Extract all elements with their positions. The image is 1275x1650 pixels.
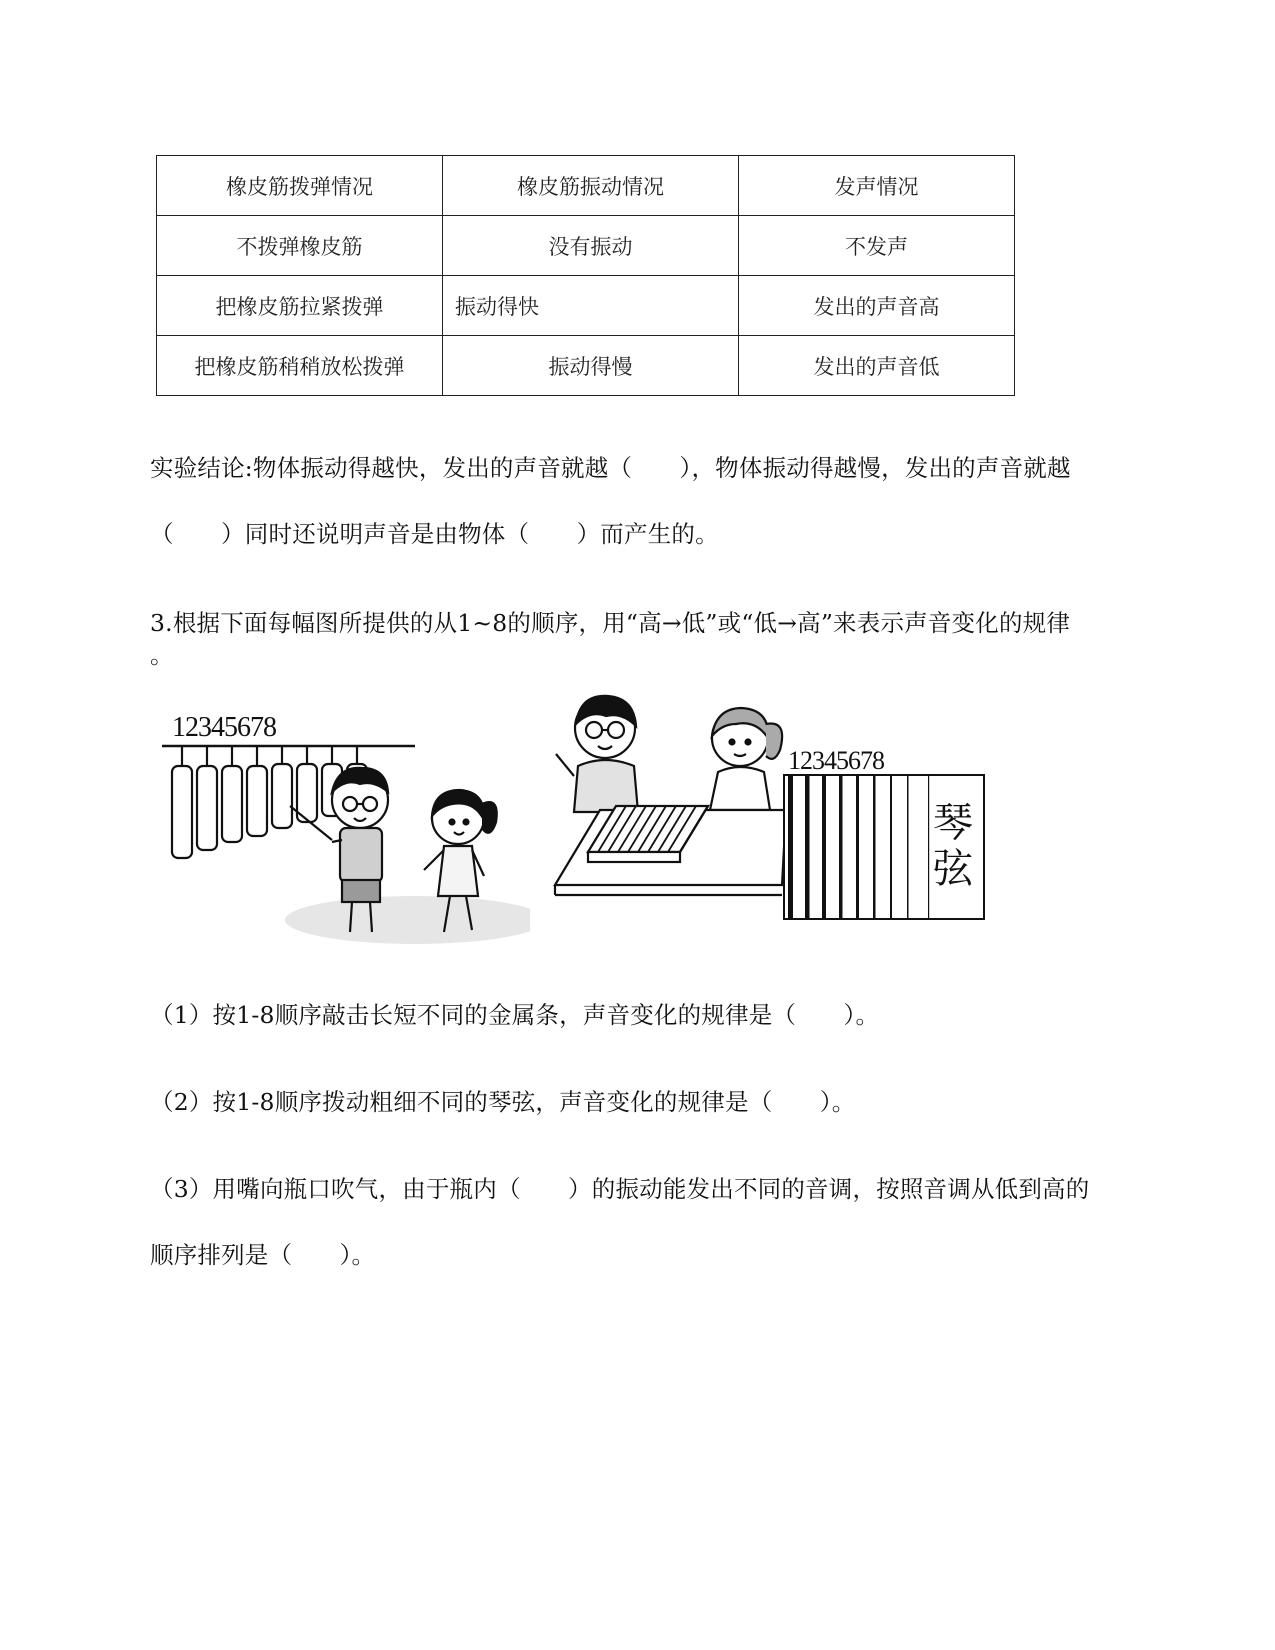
table-cell: 不发声	[739, 216, 1015, 276]
table-header-row	[157, 156, 1015, 216]
question-3-prompt: 3.根据下面每幅图所提供的从1~8的顺序，用“高→低”或“低→高”来表示声音变化的规律	[150, 609, 1071, 637]
table-cell: 发出的声音高	[739, 276, 1015, 336]
table-row	[157, 276, 1015, 336]
subquestion-3-line-2: 顺序排列是（ ）。	[150, 1241, 376, 1269]
subquestion-1: （1）按1-8顺序敲击长短不同的金属条，声音变化的规律是（ ）。	[150, 1001, 880, 1029]
table-header-cell: 橡皮筋振动情况	[443, 156, 739, 216]
table-cell: 不拨弹橡皮筋	[157, 216, 443, 276]
question-3-prompt-end: 。	[150, 641, 174, 669]
string-numbers: 12345678	[788, 746, 884, 775]
bar-numbers: 12345678	[172, 712, 276, 743]
conclusion-line-1: 实验结论:物体振动得越快，发出的声音就越（ ），物体振动得越慢，发出的声音就越	[150, 454, 1071, 482]
table-cell: 振动得慢	[443, 336, 739, 396]
table-row	[157, 216, 1015, 276]
zither-label	[933, 800, 973, 892]
zither-label-char-2: 弦	[933, 846, 973, 892]
metal-bars-illustration	[160, 700, 530, 960]
table-header-cell: 橡皮筋拨弹情况	[157, 156, 443, 216]
table-row	[157, 336, 1015, 396]
table-cell: 把橡皮筋拉紧拨弹	[157, 276, 443, 336]
subquestion-2: （2）按1-8顺序拨动粗细不同的琴弦，声音变化的规律是（ ）。	[150, 1088, 856, 1116]
subquestion-3-line-1: （3）用嘴向瓶口吹气，由于瓶内（ ）的振动能发出不同的音调，按照音调从低到高的	[150, 1175, 1090, 1203]
table-header-cell: 发声情况	[739, 156, 1015, 216]
conclusion-line-2: （ ）同时还说明声音是由物体（ ）而产生的。	[150, 520, 719, 548]
table-cell: 振动得快	[443, 276, 739, 336]
experiment-table	[156, 155, 1015, 396]
zither-strings-illustration	[530, 680, 1030, 955]
zither-label-char-1: 琴	[933, 800, 973, 846]
table-cell: 没有振动	[443, 216, 739, 276]
table-cell: 把橡皮筋稍稍放松拨弹	[157, 336, 443, 396]
metal-bars-drawing	[160, 700, 530, 960]
table-cell: 发出的声音低	[739, 336, 1015, 396]
